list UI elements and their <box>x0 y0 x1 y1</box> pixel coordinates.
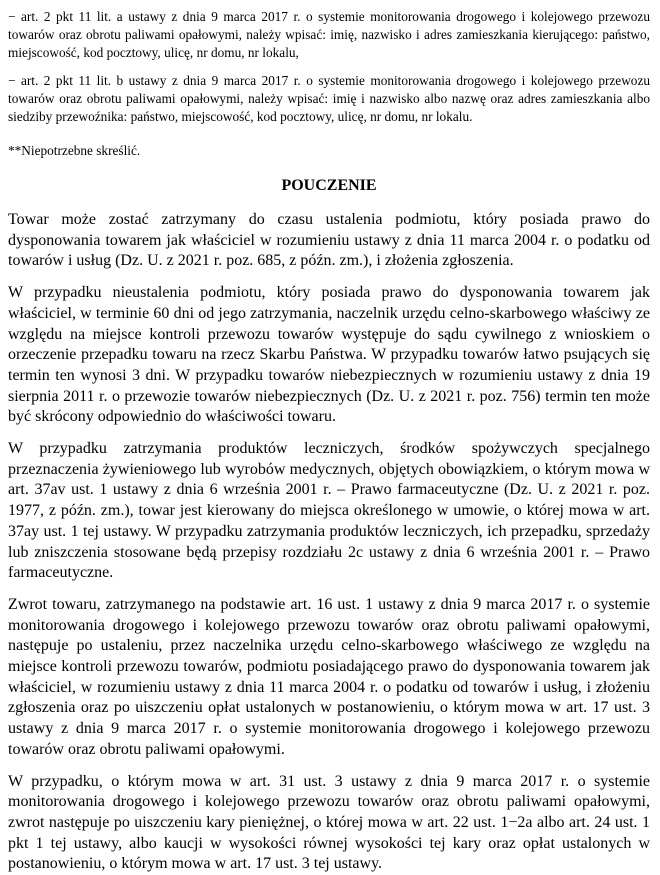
footnote: **Niepotrzebne skreślić. <box>8 143 141 158</box>
body-paragraph: W przypadku, o którym mowa w art. 31 ust. 3 ustawy z dnia 9 marca 2017 r. o systemie monitorowania drogowego i kolejowego przewozu towarów oraz obrotu paliwami opałowymi, zwrot następuje po uiszczeniu kary pieniężnej, o której mowa w art. 22 ust. 1−2a albo art. 24 ust. 1 pkt 1 tej ustawy, albo kaucji w wysokości równej wysokości tej kary oraz opłat ustalonych w postanowieniu, o którym mowa w art. 17 ust. 3 tej ustawy. <box>8 772 650 873</box>
section-title: POUCZENIE <box>281 177 377 194</box>
note-paragraph-lit-a: − art. 2 pkt 11 lit. a ustawy z dnia 9 marca 2017 r. o systemie monitorowania drogowego i kolejowego przewozu towarów oraz obrotu paliwami opałowymi, należy wpisać: imię, nazwisko i adres zamieszkania kierującego: państwo, miejscowość, kod pocztowy, ulicę, nr domu, nr lokalu, <box>8 9 650 60</box>
body-paragraph: Towar może zostać zatrzymany do czasu ustalenia podmiotu, który posiada prawo do dysponowania towarem jak właściciel w rozumieniu ustawy z dnia 11 marca 2004 r. o podatku od towarów i usług (Dz. U. z 2021 r. poz. 685, z późn. zm.), i złożenia zgłoszenia. <box>8 211 650 270</box>
body-paragraph: Zwrot towaru, zatrzymanego na podstawie art. 16 ust. 1 ustawy z dnia 9 marca 2017 r. o systemie monitorowania drogowego i kolejowego przewozu towarów oraz obrotu paliwami opałowymi, następuje po ustaleniu, przez naczelnika urzędu celno-skarbowego właściwego ze względu na miejsce kontroli przewozu towarów, podmiotu posiadającego prawo do dysponowania towarem jak właściciel, w rozumieniu ustawy z dnia 11 marca 2004 r. o podatku od towarów i usług, i złożeniu zgłoszenia oraz po uiszczeniu opłat ustalonych w postanowieniu, o którym mowa w art. 17 ust. 3 ustawy z dnia 9 marca 2017 r. o systemie monitorowania drogowego i kolejowego przewozu towarów oraz obrotu paliwami opałowymi. <box>8 595 650 758</box>
note-paragraph-lit-b: − art. 2 pkt 11 lit. b ustawy z dnia 9 marca 2017 r. o systemie monitorowania drogowego i kolejowego przewozu towarów oraz obrotu paliwami opałowymi, należy wpisać: imię i nazwisko albo nazwę oraz adres zamieszkania albo siedziby przewoźnika: państwo, miejscowość, kod pocztowy, ulicę, nr domu, nr lokalu. <box>8 73 650 124</box>
body-paragraph: W przypadku nieustalenia podmiotu, który posiada prawo do dysponowania towarem jak właściciel, w terminie 60 dni od jego zatrzymania, naczelnik urzędu celno-skarbowego właściwy ze względu na miejsce kontroli przewozu towarów występuje do sądu cywilnego z wnioskiem o orzeczenie przepadku towaru na rzecz Skarbu Państwa. W przypadku towarów łatwo psujących się termin ten wynosi 3 dni. W przypadku towarów niebezpiecznych w rozumieniu ustawy z dnia 19 sierpnia 2011 r. o przewozie towarów niebezpiecznych (Dz. U. z 2021 r. poz. 756) termin ten może być skrócony odpowiednio do właściwości towaru. <box>8 284 650 426</box>
body-paragraph: W przypadku zatrzymania produktów leczniczych, środków spożywczych specjalnego przeznaczenia żywieniowego lub wyrobów medycznych, objętych obowiązkiem, o którym mowa w art. 37av ust. 1 ustawy z dnia 6 września 2001 r. – Prawo farmaceutyczne (Dz. U. z 2021 r. poz. 1977, z późn. zm.), towar jest kierowany do miejsca określonego w umowie, o której mowa w art. 37ay ust. 1 tej ustawy. W przypadku zatrzymania produktów leczniczych, ich przepadku, sprzedaży lub zniszczenia stosowane będą przepisy rozdziału 2c ustawy z dnia 6 września 2001 r. – Prawo farmaceutyczne. <box>8 440 650 582</box>
